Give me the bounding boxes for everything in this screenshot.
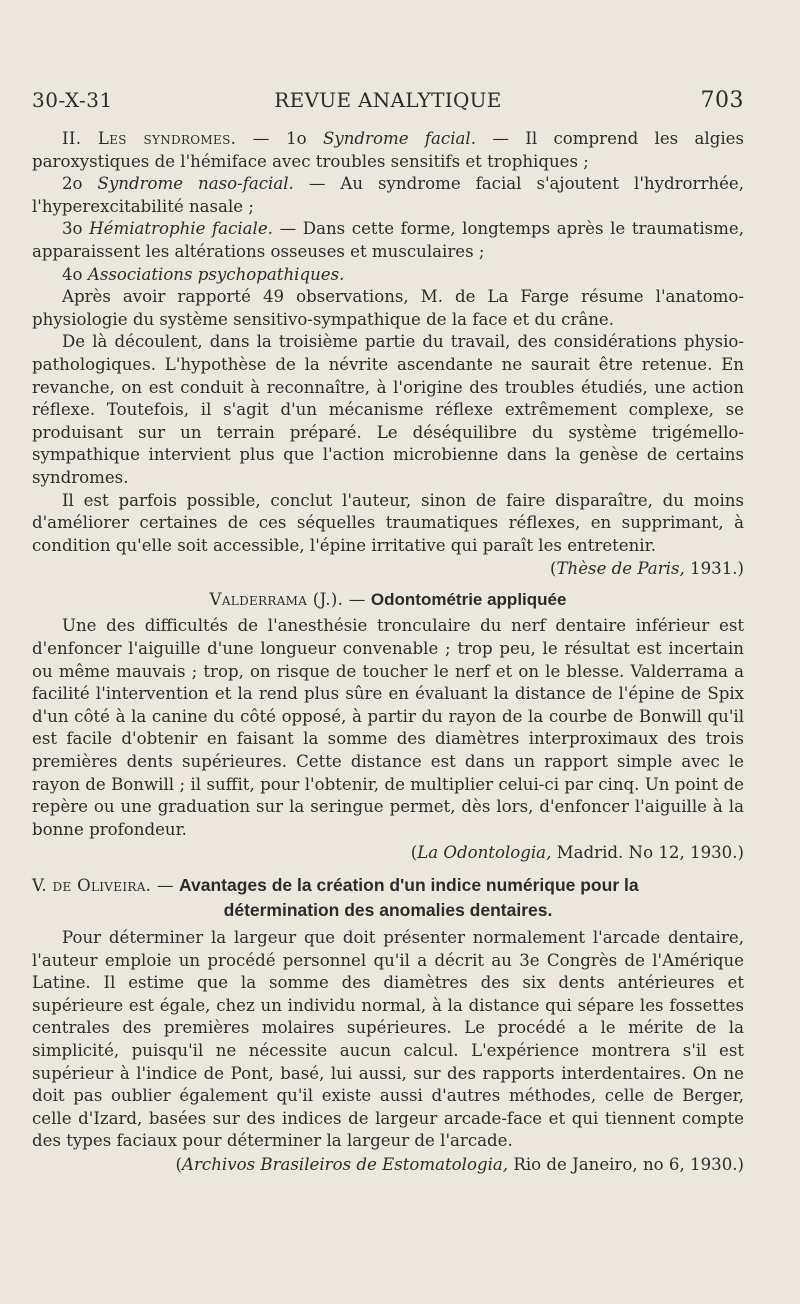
syndrome-name: Hémiatrophie faciale. <box>89 219 273 239</box>
conclusion-paragraph: Il est parfois possible, conclut l'auteur, sinon de faire disparaître, du moins d'améliorer certaines de ces séquelles traumatiques réflexes, en supprimant, à condition qu'elle soit accessible, l'épine irritative qui paraît les entretenir. <box>32 490 744 555</box>
page-number: 703 <box>700 88 744 113</box>
section-syndromes <box>32 128 744 581</box>
section-odontometrie <box>32 589 744 865</box>
syndrome-name: Syndrome facial. <box>322 129 476 148</box>
observations-paragraph: Après avoir rapporté 49 observations, M. de La Farge résume l'anatomo-physiologie du système sensitivo-sympathique de la face et du crâne. <box>32 287 744 329</box>
running-header <box>32 88 744 128</box>
syndrome-name: Syndrome naso-facial. <box>97 174 294 194</box>
source-citation: (Archivos Brasileiros de Estomatologia, Rio de Janeiro, no 6, 1930.) <box>175 1154 744 1174</box>
syndrome-naso-facial-paragraph <box>32 173 744 218</box>
article-author: V. de Oliveira. — <box>32 876 174 895</box>
header-date: 30-X-31 <box>32 88 113 112</box>
syndrome-facial-paragraph <box>32 128 744 173</box>
section-heading: II. Les syndromes. — <box>62 129 270 148</box>
item-number: 2o <box>62 174 83 194</box>
considerations-paragraph: De là découlent, dans la troisième partie du travail, des considérations physio-pathologiques. L'hypothèse de la névrite ascendante ne saurait être retenue. En revanche, on est conduit à reconnaître, à l'origine des troubles étudiés, une action réflexe. Toutefois, il s'agit d'un mécanisme réflexe extrêmement complexe, se produisant sur un terrain préparé. Le déséquilibre du système trigémello-sympathique intervient plus que l'action microbienne dans la genèse de certains syndromes. <box>32 332 744 487</box>
item-number: 4o <box>62 264 83 284</box>
header-journal-title: REVUE ANALYTIQUE <box>274 88 502 112</box>
source-citation: (Thèse de Paris, 1931.) <box>550 559 744 579</box>
syndrome-description: — Dans cette forme, longtemps après le traumatisme, apparaissent les altérations osseuses et musculaires ; <box>32 219 744 261</box>
syndrome-name: Associations psychopathiques. <box>87 264 345 284</box>
article-title-line <box>32 589 744 612</box>
associations-paragraph <box>32 264 744 287</box>
article-title: Odontométrie appliquée <box>370 589 567 609</box>
syndrome-description: — Au syndrome facial s'ajoutent l'hydrorrhée, l'hyperexcitabilité nasale ; <box>32 174 744 216</box>
article-body: Pour déterminer la largeur que doit présenter normalement l'arcade dentaire, l'auteur emploie un procédé personnel qu'il a décrit au 3e Congrès de l'Amérique Latine. Il estime que la somme des diamètres des six dents antérieures et supérieure est égale, chez un individu normal, à la distance qui sépare les fossettes centrales des premières molaires supérieures. Le procédé a le mérite de la simplicité, puisqu'il ne nécessite aucun calcul. L'expérience montrera s'il est supérieur à l'indice de Pont, basé, lui aussi, sur des rapports interdentaires. On ne doit pas oublier également qu'il existe aussi d'autres méthodes, celle de Berger, celle d'Izard, basées sur des indices de largeur arcade-face et qui tiennent compte des types faciaux pour déterminer la largeur de l'arcade. <box>32 928 744 1151</box>
article-title-line-1: Avantages de la création d'un indice numérique pour la <box>179 875 639 895</box>
article-title-line-2: détermination des anomalies dentaires. <box>223 900 553 920</box>
section-indice-numerique <box>32 873 744 1177</box>
syndrome-description: — Il comprend les algies paroxystiques de l'hémiface avec troubles sensitifs et trophiques ; <box>32 129 745 171</box>
article-author: Valderrama (J.). — <box>209 589 366 609</box>
item-number: 1o <box>286 129 307 148</box>
hemiatrophie-paragraph <box>32 218 744 263</box>
source-citation: (La Odontologia, Madrid. No 12, 1930.) <box>410 843 744 863</box>
article-title-block <box>32 873 744 923</box>
article-body: Une des difficultés de l'anesthésie tronculaire du nerf dentaire inférieur est d'enfoncer l'aiguille d'une longueur convenable ; trop peu, le résultat est incertain ou même mauvais ; trop, on risque de toucher le nerf et on le blesse. Valderrama a facilité l'intervention et la rend plus sûre en évaluant la distance de l'épine de Spix d'un côté à la canine du côté opposé, à partir du rayon de la courbe de Bonwill qu'il est facile d'obtenir en faisant la somme des diamètres interproximaux des trois premières dents supérieures. Cette distance est dans un rapport simple avec le rayon de Bonwill ; il suffit, pour l'obtenir, de multiplier celui-ci par cinq. Un point de repère ou une graduation sur la seringue permet, dès lors, d'enfoncer l'aiguille à la bonne profondeur. <box>32 616 744 839</box>
item-number: 3o <box>62 219 83 239</box>
